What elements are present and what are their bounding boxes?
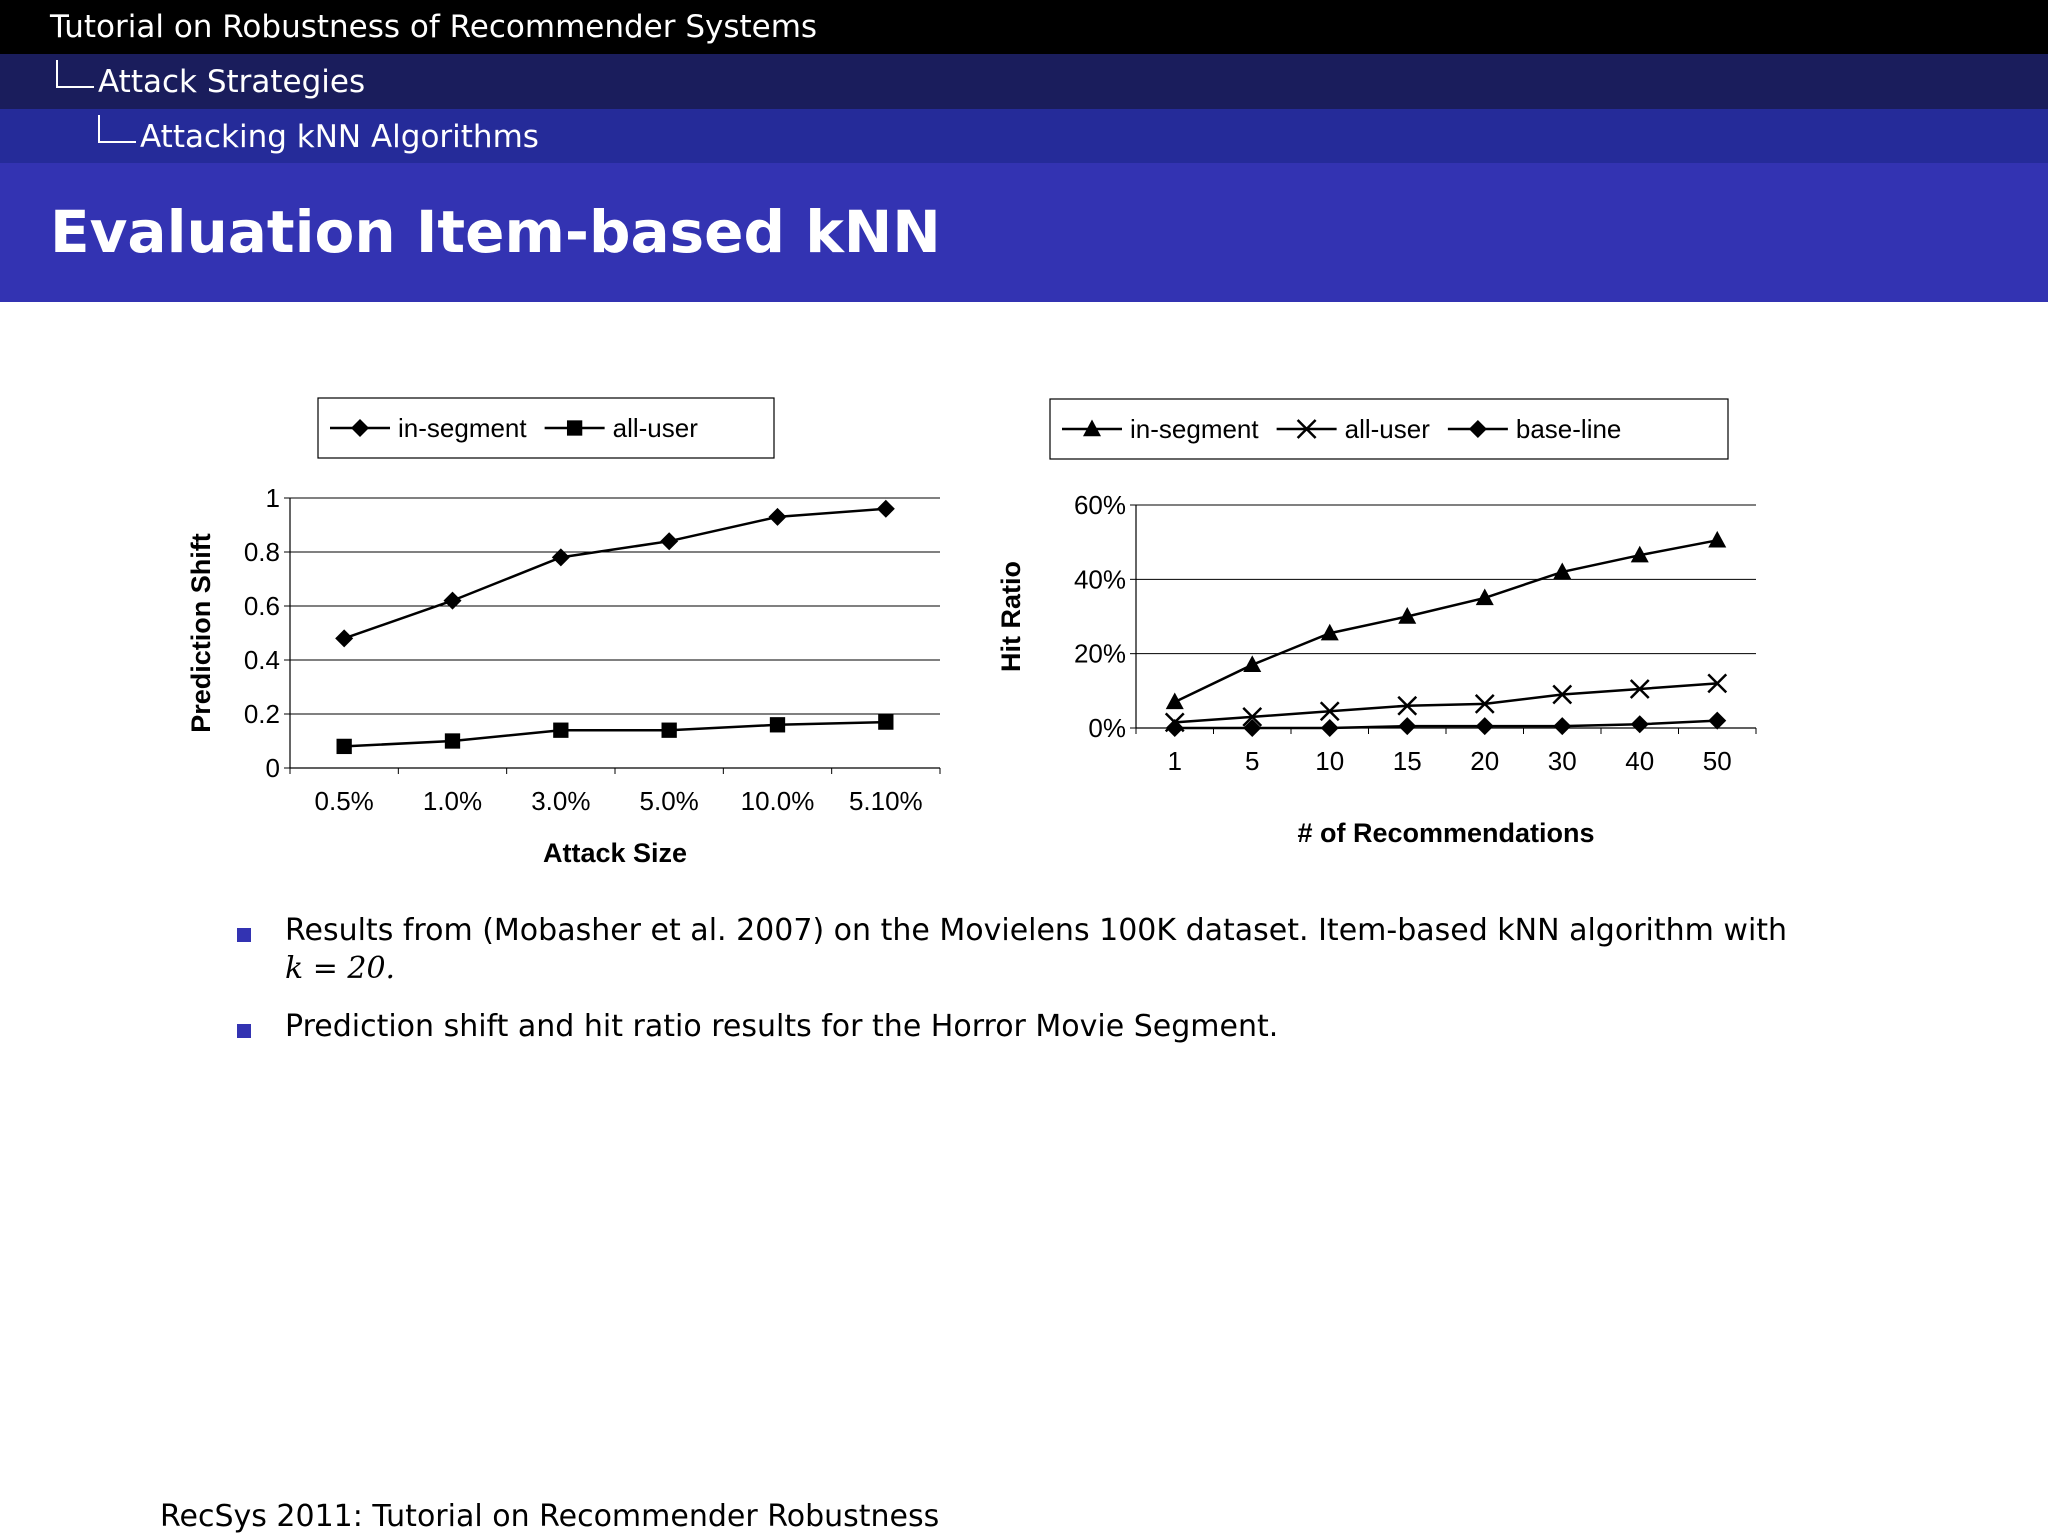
series-line-all-user [1175,683,1718,722]
data-point-all-user [337,739,352,754]
data-point-all-user [445,733,460,748]
x-tick-label: 40 [1625,746,1655,776]
y-tick-label: 1 [265,483,280,513]
bullet-item-1 [235,912,1855,988]
data-point-in-segment [1166,693,1184,710]
legend-label-base-line: base-line [1515,414,1622,444]
y-tick-label: 60% [1073,490,1126,520]
bullet-item-2 [235,1008,1855,1046]
bullet-list [235,912,1855,1066]
presentation-title: Tutorial on Robustness of Recommender Systems [50,9,818,45]
data-point-all-user [878,714,893,729]
footer-text: RecSys 2011: Tutorial on Recommender Robustness [160,1499,940,1534]
y-tick-label: 0 [265,753,280,783]
bullet-square-icon [237,928,251,942]
subsection-title: Attacking kNN Algorithms [140,119,539,155]
section-title: Attack Strategies [98,64,366,100]
series-line-in-segment [344,509,886,639]
data-point-in-segment [552,548,570,566]
legend-marker-all-user [567,420,582,435]
y-tick-label: 0.2 [243,699,280,729]
data-point-base-line [1553,717,1571,735]
data-point-base-line [1476,717,1494,735]
y-tick-label: 0.4 [243,645,280,675]
legend-label-all-user: all-user [612,413,698,443]
data-point-base-line [1631,715,1649,733]
y-tick-label: 20% [1073,638,1126,669]
legend-label-in-segment: in-segment [1130,414,1259,444]
data-point-in-segment [769,508,787,526]
series-line-all-user [344,722,886,746]
x-tick-label: 0.5% [314,786,374,816]
data-point-base-line [1398,717,1416,735]
data-point-all-user [553,723,568,738]
section-bar [0,54,2048,109]
x-tick-label: 1 [1167,746,1182,776]
x-axis-title: # of Recommendations [1297,818,1595,848]
bullet-item-2-text: Prediction shift and hit ratio results for the Horror Movie Segment. [285,1009,1279,1044]
series-line-in-segment [1175,540,1718,702]
data-point-base-line [1321,719,1339,737]
y-tick-label: 0% [1088,713,1126,743]
presentation-title-bar [0,0,2048,54]
x-tick-label: 10.0% [740,786,815,816]
page-title: Evaluation Item-based kNN [50,198,941,266]
x-tick-label: 1.0% [422,786,483,816]
data-point-in-segment [1708,531,1726,548]
y-axis-title: Hit Ratio [996,561,1026,672]
bullet-item-1-text: Results from (Mobasher et al. 2007) on the Movielens 100K dataset. Item-based kNN algorithm with [285,913,1788,948]
data-point-in-segment [660,532,678,550]
x-tick-label: 20 [1470,746,1500,776]
y-tick-label: 0.6 [243,591,280,621]
frame-title-bar [0,163,2048,302]
data-point-in-segment [877,500,895,518]
y-tick-label: 40% [1073,564,1126,595]
data-point-base-line [1708,712,1726,730]
y-tick-label: 0.8 [243,537,280,567]
legend-label-in-segment: in-segment [398,413,527,443]
x-tick-label: 5.0% [639,786,699,816]
x-tick-label: 3.0% [531,786,591,816]
x-tick-label: 5 [1245,746,1260,776]
x-tick-label: 5.10% [848,786,923,816]
bullet-square-icon [237,1024,251,1038]
prediction-shift-chart [180,380,980,880]
data-point-in-segment [444,592,462,610]
tree-connector-icon [98,115,136,143]
x-axis-title: Attack Size [542,838,688,868]
x-tick-label: 50 [1702,746,1732,776]
data-point-in-segment [335,629,353,647]
x-tick-label: 30 [1547,746,1577,776]
y-axis-title: Prediction Shift [186,533,216,733]
x-tick-label: 15 [1392,746,1422,776]
x-tick-label: 10 [1315,746,1345,776]
subsection-bar [0,109,2048,163]
data-point-all-user [770,717,785,732]
tree-connector-icon [56,60,94,88]
data-point-in-segment [1243,655,1261,672]
data-point-all-user [662,723,677,738]
hit-ratio-chart [990,380,1770,880]
bullet-item-1-math: k = 20. [285,951,396,986]
legend-label-all-user: all-user [1344,414,1430,444]
